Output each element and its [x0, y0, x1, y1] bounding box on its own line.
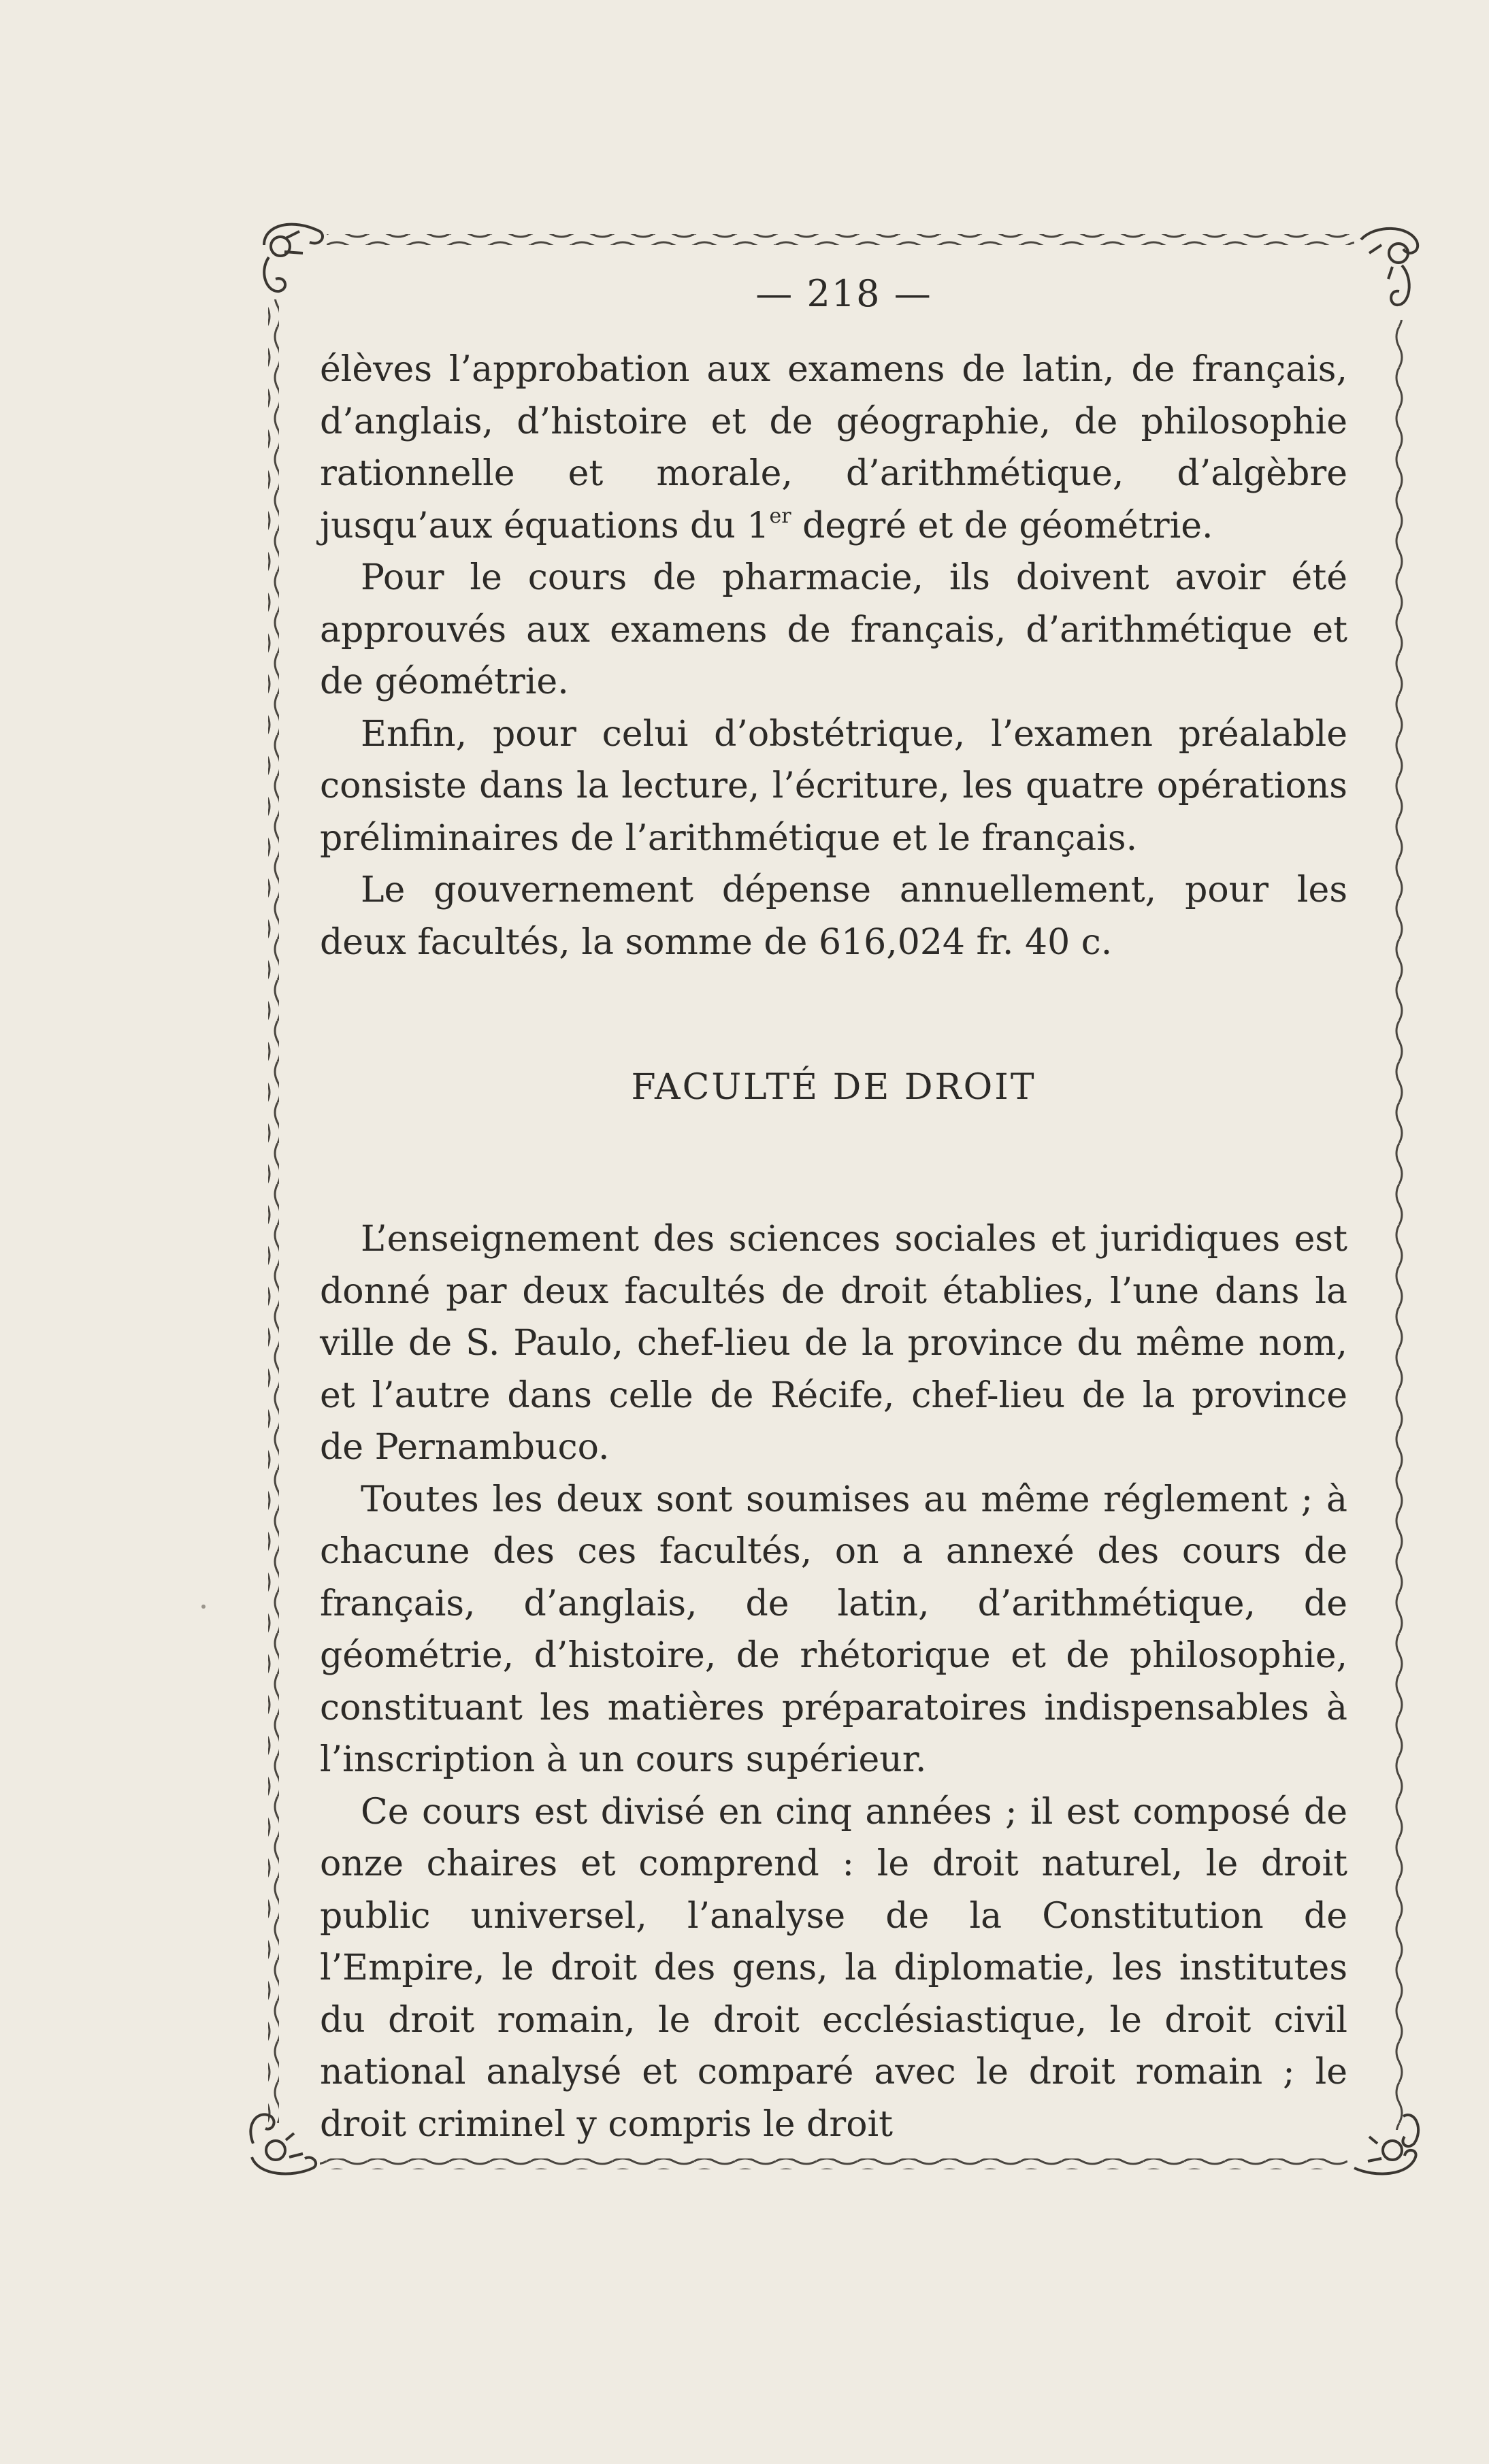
paper-speck	[201, 1605, 206, 1609]
paragraph-pharmacie: Pour le cours de pharmacie, ils doivent avoir été approuvés aux examens de français, d’arithmétique et de géométrie.	[320, 557, 1347, 702]
section-heading: FACULTÉ DE DROIT	[631, 1067, 1036, 1108]
text-block-bottom	[320, 1213, 1347, 2150]
paragraph-text: degré et de géométrie.	[791, 505, 1213, 546]
superscript-er: er	[769, 504, 791, 528]
frame-top-border	[327, 234, 1354, 245]
paragraph-text: élèves l’approbation aux examens de latin, de français, d’anglais, d’histoire et de géographie, de philosophie rationnelle et morale, d’arithmétique, d’algèbre jusqu’aux équations du 1	[320, 349, 1347, 546]
frame-bottom-border	[320, 2158, 1347, 2169]
paragraph-continued	[320, 344, 1347, 552]
corner-ornament-top-right	[1361, 229, 1418, 305]
frame-left-border	[268, 299, 279, 2123]
paragraph-obstetrique: Enfin, pour celui d’obstétrique, l’examen préalable consiste dans la lecture, l’écriture, les quatre opérations préliminaires de l’arithmétique et le français.	[320, 713, 1347, 859]
page-number: — 218 —	[755, 272, 932, 315]
corner-ornament-bottom-right	[1354, 2115, 1418, 2173]
corner-ornament-top-left	[264, 225, 323, 292]
paragraph-reglement: Toutes les deux sont soumises au même réglement ; à chacune des ces facultés, on a annexé des cours de français, d’anglais, de latin, d’arithmétique, de géométrie, d’histoire, de rhétorique et de philosophie, constituant les matières préparatoires indispensables à l’inscription à un cours supérieur.	[320, 1479, 1347, 1780]
corner-ornament-bottom-left	[250, 2114, 316, 2173]
paragraph-cours: Ce cours est divisé en cinq années ; il est composé de onze chaires et comprend : le droit naturel, le droit public universel, l’analyse de la Constitution de l’Empire, le droit des gens, la diplomatie, les institutes du droit romain, le droit ecclésiastique, le droit civil national analysé et comparé avec le droit romain ; le droit criminel y compris le droit	[320, 1791, 1347, 2145]
paragraph-enseignement: L’enseignement des sciences sociales et juridiques est donné par deux facultés de droit établies, l’une dans la ville de S. Paulo, chef-lieu de la province du même nom, et l’autre dans celle de Récife, chef-lieu de la province de Pernambuco.	[320, 1219, 1347, 1468]
text-block-top	[320, 344, 1347, 968]
paragraph-gouvernement: Le gouvernement dépense annuellement, pour les deux facultés, la somme de 616,024 fr. 40 c.	[320, 870, 1347, 963]
frame-right-border	[1392, 320, 1403, 2130]
